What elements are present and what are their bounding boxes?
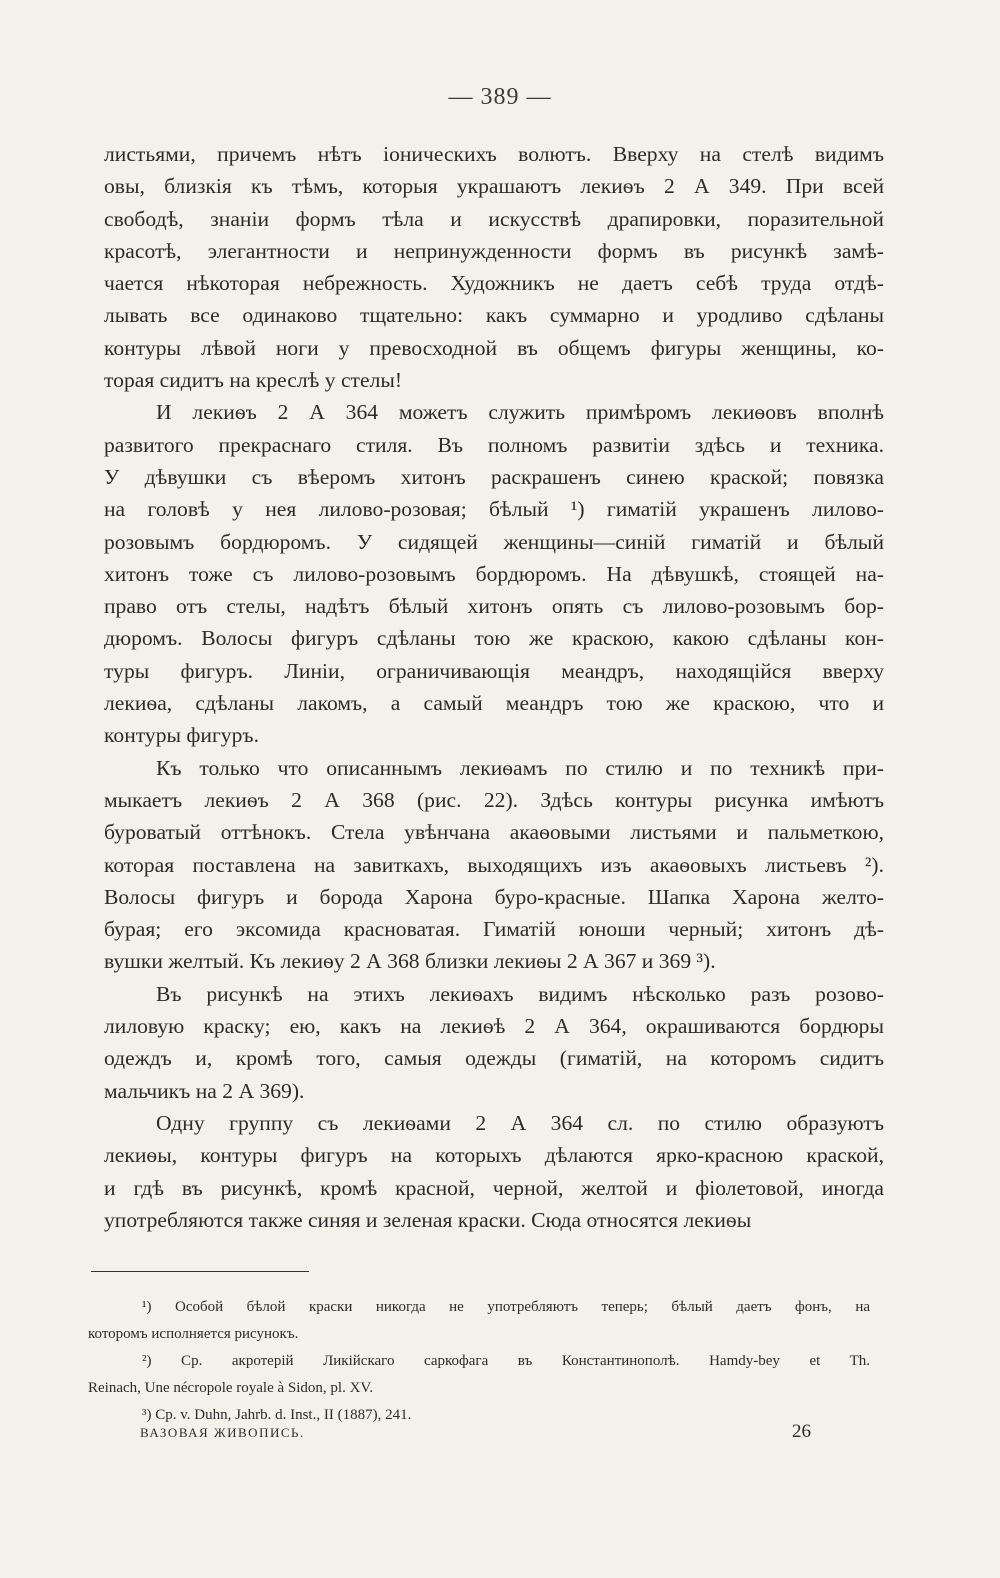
- page-number: — 389 —: [448, 84, 552, 110]
- text-line: Одну группу съ лекиѳами 2 А 364 сл. по стилю образуютъ: [156, 1110, 884, 1135]
- text-line: Къ только что описаннымъ лекиѳамъ по стилю и по техникѣ при-: [156, 755, 884, 780]
- text-line: мальчикъ на 2 А 369).: [104, 1078, 305, 1103]
- text-line: хитонъ тоже съ лилово-розовымъ бордюромъ. На дѣвушкѣ, стоящей на-: [104, 561, 884, 586]
- footnotes: [88, 1294, 870, 1429]
- text-line: развитого прекраснаго стиля. Въ полномъ развитіи здѣсь и техника.: [104, 432, 884, 457]
- text-line: бурая; его эксомида красноватая. Гиматій юноши черный; хитонъ дѣ-: [104, 917, 884, 942]
- text-line: У дѣвушки съ вѣеромъ хитонъ раскрашенъ синею краской; повязка: [104, 464, 884, 489]
- text-line: право отъ стелы, надѣтъ бѣлый хитонъ опять съ лилово-розовымъ бор-: [104, 594, 884, 619]
- sheet-number: 26: [792, 1421, 811, 1442]
- paragraph: [104, 752, 884, 978]
- footnote-line: ²) Ср. акротерій Ликійскаго саркофага въ Константинополѣ. Hamdy-bey et Th.: [142, 1353, 870, 1369]
- text-line: буроватый оттѣнокъ. Стела увѣнчана акаѳовыми листьями и пальметкою,: [104, 820, 884, 845]
- text-line: и гдѣ въ рисункѣ, кромѣ красной, черной, желтой и фіолетовой, иногда: [104, 1175, 884, 1200]
- text-line: листьями, причемъ нѣтъ іоническихъ волютъ. Вверху на стелѣ видимъ: [104, 142, 884, 166]
- main-text: [104, 138, 884, 1236]
- text-line: которая поставлена на завиткахъ, выходящихъ изъ акаѳовыхъ листьевъ ²).: [104, 852, 884, 877]
- footnote-line: ³) Ср. v. Duhn, Jahrb. d. Inst., II (1887), 241.: [142, 1407, 412, 1423]
- text-line: Волосы фигуръ и борода Харона буро-красные. Шапка Харона желто-: [104, 884, 884, 909]
- paragraph: [104, 396, 884, 751]
- text-line: на головѣ у нея лилово-розовая; бѣлый ¹) гиматій украшенъ лилово-: [104, 497, 884, 522]
- text-line: употребляются также синяя и зеленая краски. Сюда относятся лекиѳы: [104, 1207, 752, 1232]
- footnote-line: Reinach, Une nécropole royale à Sidon, pl. XV.: [88, 1380, 374, 1396]
- footnote: [88, 1348, 870, 1402]
- footnote: [88, 1294, 870, 1348]
- text-line: И лекиѳъ 2 А 364 можетъ служить примѣромъ лекиѳовъ вполнѣ: [156, 400, 884, 425]
- footnote-separator: [91, 1271, 309, 1272]
- signature-mark: ВАЗОВАЯ ЖИВОПИСЬ.: [140, 1425, 305, 1440]
- text-line: контуры фигуръ.: [104, 723, 259, 748]
- text-line: мыкаетъ лекиѳъ 2 А 368 (рис. 22). Здѣсь контуры рисунка имѣютъ: [104, 787, 884, 812]
- text-line: розовымъ бордюромъ. У сидящей женщины—синій гиматій и бѣлый: [104, 529, 884, 554]
- text-line: лекиѳа, сдѣланы лакомъ, а самый меандръ тою же краскою, что и: [104, 691, 884, 716]
- text-line: дюромъ. Волосы фигуръ сдѣланы тою же краскою, какою сдѣланы кон-: [104, 626, 884, 651]
- text-line: контуры лѣвой ноги у превосходной въ общемъ фигуры женщины, ко-: [104, 335, 884, 360]
- text-line: лывать все одинаково тщательно: какъ суммарно и уродливо сдѣланы: [104, 303, 884, 328]
- text-line: вушки желтый. Къ лекиѳу 2 А 368 близки лекиѳы 2 А 367 и 369 ³).: [104, 949, 716, 974]
- paragraph: [104, 138, 884, 396]
- footnote-line: которомъ исполняется рисунокъ.: [88, 1326, 299, 1342]
- footnote-line: ¹) Особой бѣлой краски никогда не употребляютъ теперь; бѣлый даетъ фонъ, на: [142, 1299, 870, 1315]
- text-line: свободѣ, знаніи формъ тѣла и искусствѣ драпировки, поразительной: [104, 206, 884, 231]
- paragraph: [104, 1107, 884, 1236]
- text-line: Въ рисункѣ на этихъ лекиѳахъ видимъ нѣсколько разъ розово-: [156, 981, 884, 1006]
- text-line: чается нѣкоторая небрежность. Художникъ не даетъ себѣ труда отдѣ-: [104, 271, 884, 296]
- text-line: лекиѳы, контуры фигуръ на которыхъ дѣлаются ярко-красною краской,: [104, 1143, 884, 1168]
- text-line: овы, близкія къ тѣмъ, которыя украшаютъ лекиѳъ 2 А 349. При всей: [104, 174, 884, 199]
- text-line: торая сидитъ на креслѣ у стелы!: [104, 368, 403, 393]
- text-line: одеждъ и, кромѣ того, самыя одежды (гиматій, на которомъ сидитъ: [104, 1046, 884, 1071]
- text-line: туры фигуръ. Линіи, ограничивающія меандръ, находящійся вверху: [104, 658, 884, 683]
- text-line: красотѣ, элегантности и непринужденности формъ въ рисункѣ замѣ-: [104, 238, 884, 263]
- paragraph: [104, 978, 884, 1107]
- text-line: лиловую краску; ею, какъ на лекиѳѣ 2 А 364, окрашиваются бордюры: [104, 1014, 884, 1039]
